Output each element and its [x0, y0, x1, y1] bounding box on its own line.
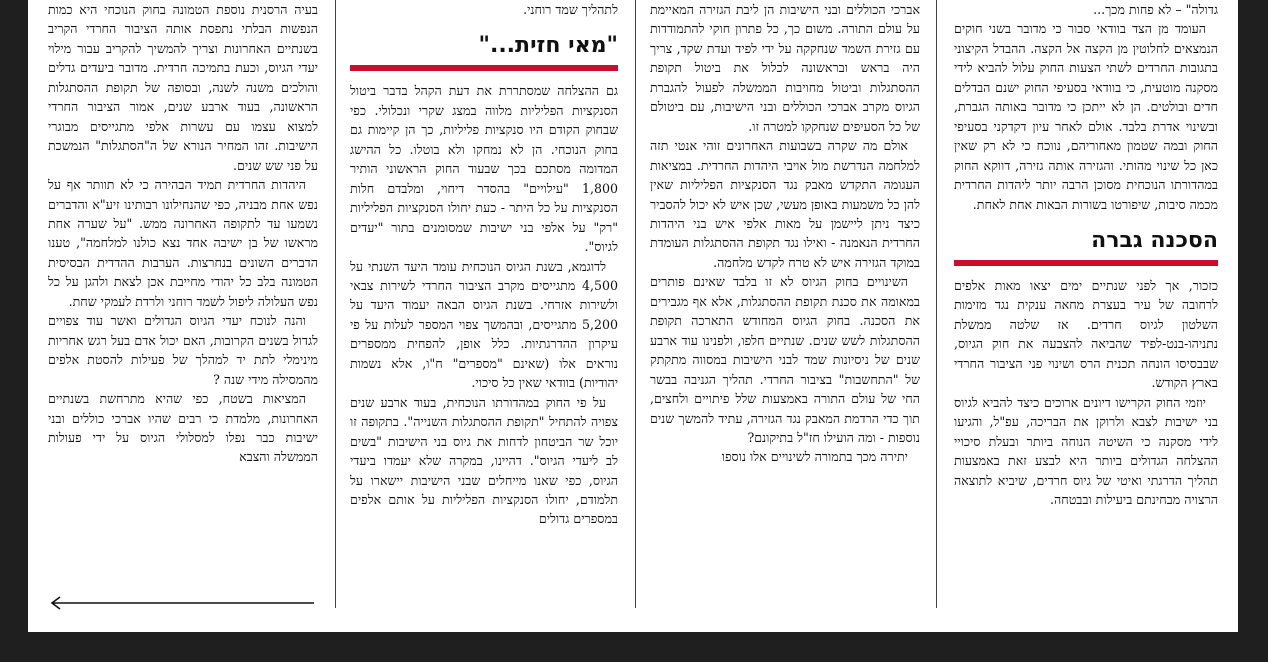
article-column-4 [48, 0, 318, 574]
column-divider [936, 0, 937, 608]
paragraph: השינויים בחוק הגיוס לא זו בלבד שאינם פותרים במאומה את סכנת תקופת ההסתגלות, אלא אף מגבירים את הסכנה. בחוק הגיוס המחודש התארכה תקופת ההסתגלות לשש שנים. שנתיים חלפו, ולפנינו עוד ארבע שנים של ניסיונות שמד לבני הישיבות במסווה מתקתק של "התחשבות" בציבור החרדי. תהליך הגניבה בבשר החי של עולם התורה באמצעות שלל פיתויים ולחצים, תוך כדי הרדמת המאבק נגד הגזירה, עתיד להמשך שנים נוספות - ומה הועילו חז"ל בתיקונם? [650, 274, 920, 445]
paragraph: אולם מה שקרה בשבועות האחרונים זוהי אנטי תזה למלחמה הנדרשת מול אויבי היהדות החרדית. במציאות העגומה התקדש מאבק נגד הסנקציות הפליליות שאין להן כל משמעות באופן מעשי, שכן איש לא יכול להסביר כיצד ניתן ליישמן על מאות אלפי איש בני היהדות החרדית הנאמנה - ואילו נגד תקופת ההסתגלות העומדת במוקד הגזירה איש לא טרח לקדש מלחמה. [650, 138, 920, 270]
arrow-left-icon [48, 596, 318, 610]
paragraph: אברכי הכוללים ובני הישיבות הן ליבת הגזירה המאיימת על עולם התורה. משום כך, כל פתרון חוקי להתמודדות עם גזירת השמד שנחקקה על ידי לפיד ועדת שקד, צריך היה בראש ובראשונה לכלול את ביטול תקופת ההסתגלות וביטול מחויבות הממשלה לפעול להגברת הגיוס מקרב אברכי הכוללים ובני הישיבות, עם ביטולם של כל הסעיפים שנחקקו למטרה זו. [650, 2, 920, 134]
section-heading: "מאי חזית..." [478, 33, 618, 59]
newspaper-page [28, 0, 1238, 632]
article-column-2 [650, 0, 920, 632]
paragraph: היהדות החרדית תמיד הבהירה כי לא תוותר אף על נפש אחת מבניה, כפי שהנחילונו רבותינו זיע"א והדברים נשמעו עד לתקופה האחרונה ממש. "על שערה אחת מראשו של בן ישיבה אחד נצא כולנו למלחמה", טענו הדברים השונים בנחרצות. הערבות ההדדית הבסיסית הטמונה בלב כל יהודי מחייבת אכן לצאת ולהגן על כל נפש העלולה ליפול לשמד רוחני ולרדת לעמקי שחת. [48, 177, 318, 309]
paragraph: גדולה" – לא פחות מכך... [1093, 2, 1218, 17]
paragraph: על פי החוק במהדורתו הנוכחית, בעוד ארבע שנים צפויה להתחיל "תקופת ההסתגלות השנייה". בתקופה זו יוכל שר הביטחון לדחות את גיוס בני הישיבות "בשים לב ליעדי הגיוס". דהיינו, במקרה שלא יעמדו ביעדי הגיוס, כפי שאנו מייחלים שבני הישיבות יישארו על תלמודם, יחולו הסנקציות הפליליות על אותם אלפים במספרים גדולים [350, 394, 618, 527]
paragraph: יוזמי החוק הקרישו דיונים ארוכים כיצד להביא לגיוס בני ישיבות לצבא ולרוקן את הבריכה, עפ"ל, והגיעו לידי מסקנה כי השיטה הנוחה ביותר ובעלת סיכויי ההצלחה הגדולים ביותר היא לבצע זאת באמצעות תהליך הדרגתי ואיטי של גיוס חרדים, שיביא לתוצאה הרצויה מבחינתם ביעילות ובבטחה. [954, 394, 1218, 507]
paragraph: כזכור, אך לפני שנתיים ימים יצאו מאות אלפים לרחובה של עיר בעצרת מחאה ענקית נגד מזימות השלטון לגיוס חרדים. אז שלטה ממשלת נתניהו-בנט-לפיד שהביאה להצבעה את חוק הגיוס, שבבסיסו הונחה תכנית הרס ושינוי פני הציבור החרדי בארץ הקודש. [954, 277, 1218, 391]
paragraph: גם ההצלחה שמסתררת את דעת הקהל בדבר ביטול הסנקציות הפליליות מלווה במצג שקרי ונכלולי. כפי שבחוק הקודם היו סנקציות פליליות, כך הן קיימות גם בחוק הנוכחי. הן לא נמחקו ולא בוטלו. כל ההישג המדומה מסתכם בכך שבעוד החוק הראשוני הותיר 1,800 "עילויים" בהסדר דיחוי, ומלבדם חלות הסנקציות על כל היתר - כעת יחולו הסנקציות הפליליות "רק" על אלפי בני ישיבות שמסומנים בתור "יעדים לגיוס". [350, 83, 618, 255]
paragraph: לתהליך שמד רוחני. [523, 2, 618, 17]
paragraph: בעיה הרסנית נוספת הטמונה בחוק הנוכחי היא כמות הנפשות הבלתי נתפסת אותה הציבור החרדי הקריב בשנתיים האחרונות וצריך להמשיך להקריב עבור מילוי יעדי הגיוס, וכעת בתמיכה חרדית. מדובר ביעדים גדלים והולכים משנה לשנה, ובסופה של תקופת ההסתגלות הראשונה, בעוד ארבע שנים, אמור הציבור החרדי למצוא עצמו עם עשרות אלפי מתגייסים מבוגרי הישיבות. זהו המחיר הנורא של ה"הסתגלות" הנמשכת על פני שש שנים. [48, 2, 318, 173]
paragraph: המציאות בשטח, כפי שהיא מתרחשת בשנתיים האחרונות, מלמדת כי רבים שהיו אברכי כוללים ובני ישיבות כבר נפלו למסלולי הגיוס על ידי פעולות הממשלה והצבא [48, 391, 318, 465]
paragraph: יתירה מכך בתמורה לשינויים אלו נוספו [721, 449, 908, 465]
heading-underline-bar [954, 260, 1218, 266]
article-column-3 [350, 0, 618, 632]
paragraph: העומד מן הצד בוודאי סבור כי מדובר בשני חוקים הנמצאים לחלוטין מן הקצה אל הקצה. ההבדל הקיצוני בתגובות החרדים לשתי הצעות החוק עלול להביא לידי מסקנה מוטעית, כי בוודאי בסעיפי החוק ישנם הבדלים חדים ובולטים. הן לא ייתכן כי מדובר באותה הגברת, ובשינוי אדרת בלבד. אולם לאחר עיון דקדקני בסעיפי החוק ובמה שטמון מאחוריהם, נווכח כי לא רק שאין כאן כל שינוי מהותי. והגזירה אותה גזירה, דווקא החוק במהדורתו הנוכחית מסוכן הרבה יותר ליהדות החרדית מכמה סיבות, שיפורטו בשורות הבאות אחת לאחת. [954, 21, 1218, 212]
paragraph: לדוגמא, בשנת הגיוס הנוכחית עומד היעד השנתי על 4,500 מתגייסים מקרב הציבור החרדי לשירות צבאי ולשירות אזרחי. בשנת הגיוס הבאה יעמוד היעד על 5,200 מתגייסים, ובהמשך צפוי המספר לעלות על פי עיקרון ההדרגתיות. כלל אופן, להפחית ממספרים נוראים אלו (שאינם "מספרים" ח"ו, אלא נשמות יהודיות) בוודאי שאין כל סיכוי. [350, 258, 618, 391]
article-column-1 [954, 0, 1218, 632]
paragraph: והנה לנוכח יעדי הגיוס הגדולים ואשר עוד צפויים לגדול בשנים הקרובות, האם יכול אדם בעל רגש אחריות מינימלי לתת יד למהלך של פעילות להסטת אלפים מהמסילה מידי שנה ? [48, 313, 318, 387]
heading-underline-bar [350, 65, 618, 71]
column-divider [635, 0, 636, 608]
section-heading: הסכנה גברה [1091, 227, 1218, 253]
column-divider [335, 0, 336, 608]
